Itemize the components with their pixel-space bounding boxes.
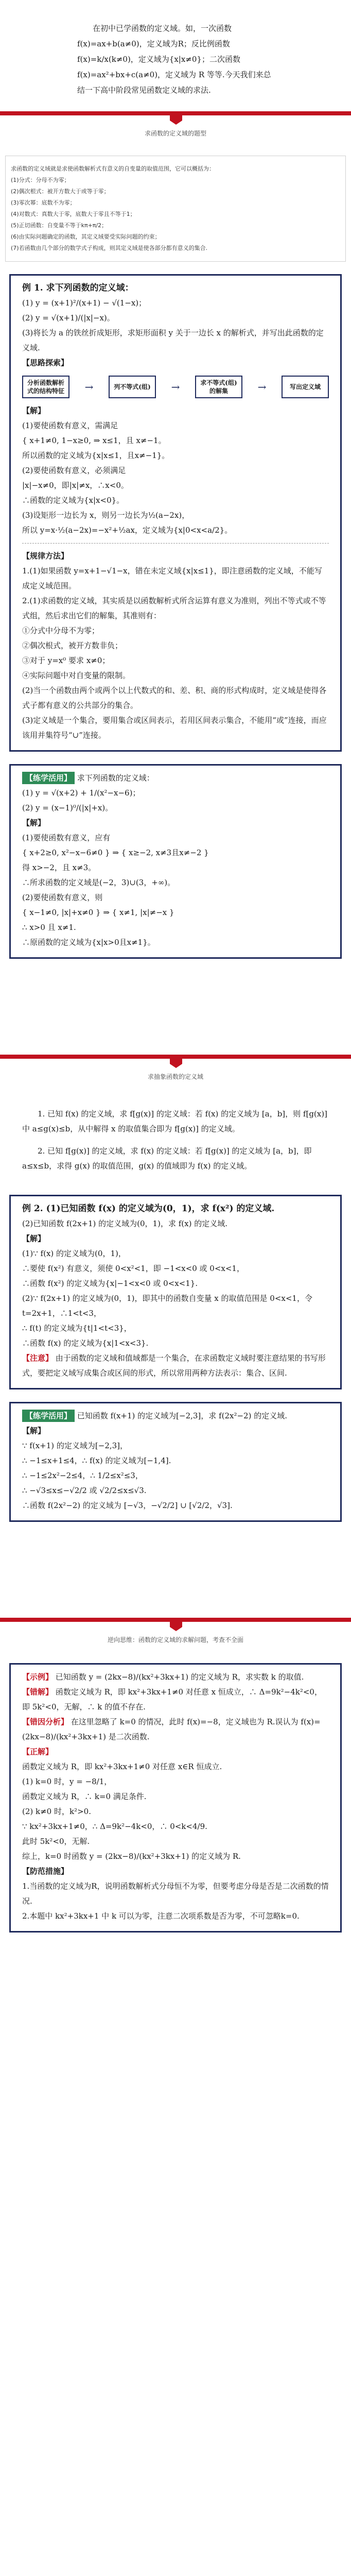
solution-tag: 【解】 [22, 406, 46, 415]
correct-line: 综上，k=0 时函数 y = (2kx−8)/(kx²+3kx+1) 的定义域为 R. [22, 1852, 241, 1861]
solution-line: (2)∵ f(2x+1) 的定义域为(0，1)，即其中的函数自变量 x 的取值范围是 0<x<1，令 t=2x+1，∴1<t<3， [22, 1294, 312, 1318]
solution-line: (2)要使函数有意义，则 [22, 893, 103, 902]
solution-line: (1)要使函数有意义，应有 [22, 833, 111, 842]
practice-1-box [9, 764, 342, 959]
arrow-right-icon: → [257, 380, 267, 393]
method-line: ①分式中分母不为零； [22, 626, 100, 635]
method-line: 2.(1)求函数的定义域，其实质是以函数解析式所含运算有意义为准则，列出不等式或不等式组，然后求出它们的解集，其准则有： [22, 596, 326, 620]
error-tag: 【错解】 [22, 1687, 54, 1697]
intro-paragraph: 在初中已学函数的定义域。如，一次函数f(x)=ax+b(a≠0)，定义域为R；反比例函数f(x)=k/x(k≠0)，定义域为{x|x≠0}；二次函数 f(x)=ax²+bx+c(a≠0)，定义域为 R 等等.今天我们来总结一下高中阶段常见函数定义域的求法. [77, 24, 271, 95]
flow-step: 分析函数解析式的结构特征 [22, 376, 69, 398]
banner-marker-icon [170, 1055, 182, 1064]
solution-tag: 【解】 [22, 818, 46, 827]
practice-2-box [9, 1402, 342, 1522]
abstract-paragraph: 1. 已知 f(x) 的定义域，求 f[g(x)] 的定义域：若 f(x) 的定义域为 [a，b]，则 f[g(x)] 中 a≤g(x)≤b，从中解得 x 的取值集合即为 f[g(x)] 的定义域。 [22, 1109, 327, 1133]
method-line: ②偶次根式，被开方数非负； [22, 641, 123, 650]
practice-heading: 求下列函数的定义域： [77, 773, 154, 783]
solution-line: { x+2≥0, x²−x−6≠0 } ⇒ { x≥−2, x≠3且x≠−2 } [22, 848, 209, 857]
solution-line: ∴ f(t) 的定义域为{t|1<t<3}， [22, 1324, 132, 1333]
tip-line: 2.本题中 kx²+3kx+1 中 k 可以为零，注意二次项系数是否为零，不可忽略k=0. [22, 1911, 300, 1921]
example-tag: 【示例】 [22, 1672, 54, 1682]
notice-line: (1)分式：分母不为零； [11, 177, 70, 183]
banner-title: 求函数的定义域的题型 [144, 130, 206, 137]
banner-title: 逆向思维：函数的定义域的求解问题，考查不全面 [107, 1636, 243, 1643]
tips-tag: 【防范措施】 [22, 1867, 69, 1876]
notice-line: (6)由实际问题确定的函数，其定义域要受实际问题的约束； [11, 233, 161, 240]
practice-heading: 已知函数 f(x+1) 的定义域为[−2,3]，求 f(2x²−2) 的定义域. [77, 1411, 287, 1420]
solution-line: ∴所求函数的定义域是(−2，3)∪(3，+∞)。 [22, 878, 176, 887]
section-banner [0, 1618, 351, 1651]
correct-line: 此时 5k²<0，无解. [22, 1837, 90, 1846]
solution-line: |x|−x≠0，即|x|≠x，∴x<0。 [22, 481, 129, 490]
solution-line: 得 x>−2，且 x≠3。 [22, 863, 96, 872]
solution-line: ∴ −√3≤x≤−√2/2 或 √2/2≤x≤√3. [22, 1486, 147, 1495]
method-line: 1.(1)如果函数 y=x+1−√1−x，错在未定义域{x|x≤1}，即注意函数的定义域，不能写成定义域范围。 [22, 566, 322, 590]
solution-line: ∴函数的定义域为{x|x<0}。 [22, 496, 125, 505]
solution-line: 所以 y=x·½(a−2x)=−x²+½ax，定义域为{x|0<x<a/2}。 [22, 526, 233, 535]
correct-line: 函数定义域为 R，即 kx²+3kx+1≠0 对任意 x∈R 恒成立. [22, 1762, 222, 1771]
banner-marker-icon [170, 1618, 182, 1627]
example-heading: 例 1. 求下列函数的定义域： [22, 283, 134, 293]
error-text: 函数定义域为 R，即 kx²+3kx+1≠0 对任意 x 恒成立，∴ Δ=9k²−4k²<0，即 5k²<0，无解，∴ k 的值不存在. [22, 1687, 322, 1711]
section-banner [0, 111, 351, 144]
example-2-box [9, 1195, 342, 1389]
practice-item: (1) y = √(x+2) + 1/(x²−x−6)； [22, 788, 141, 798]
note-text: 由于函数的定义域和值域都是一个集合，在求函数定义域时要注意结果的书写形式，要把定义域写成集合或区间的形式，所以常用两种方法表示：集合、区间. [22, 1353, 326, 1378]
practice-tag: 【练学活用】 [22, 772, 75, 784]
practice-tag: 【练学活用】 [22, 1410, 75, 1422]
solution-line: ∴ −1≤2x²−2≤4，∴ 1/2≤x²≤3， [22, 1471, 143, 1480]
example-item: (2) y = √(x+1)/(|x|−x)。 [22, 313, 115, 323]
example-heading: 已知函数 y = (2kx−8)/(kx²+3kx+1) 的定义域为 R，求实数 k 的取值. [55, 1672, 304, 1682]
banner-title: 求抽象函数的定义域 [147, 1073, 203, 1080]
notice-line: (2)偶次根式：被开方数大于或等于零； [11, 188, 110, 195]
example-item: (3)将长为 a 的铁丝折成矩形，求矩形面积 y 关于一边长 x 的解析式，并写出此函数的定义域. [22, 328, 324, 352]
rules-notice [5, 156, 346, 262]
practice-item: (2) y = (x−1)⁰/(|x|+x)。 [22, 803, 113, 812]
divider [22, 543, 329, 544]
arrow-right-icon: → [84, 380, 94, 393]
example-item: (1) y = (x+1)²/(x+1) − √(1−x)； [22, 298, 147, 308]
example-item: (2)已知函数 f(2x+1) 的定义域为(0，1)，求 f(x) 的定义域. [22, 1219, 227, 1228]
solution-line: { x+1≠0, 1−x≥0, ⇒ x≤1，且 x≠−1。 [22, 436, 166, 445]
arrow-right-icon: → [171, 380, 180, 393]
solution-line: ∴函数 f(x) 的定义域为{x|1<x<3}. [22, 1338, 149, 1348]
banner-marker-icon [170, 111, 182, 121]
correct-line: (1) k=0 时，y = −8/1， [22, 1777, 112, 1786]
solution-line: ∴ −1≤x+1≤4，∴ f(x) 的定义域为[−1,4]. [22, 1456, 171, 1465]
solution-line: (1)∵ f(x) 的定义域为(0，1)， [22, 1249, 126, 1258]
solution-line: ∴函数 f(x²) 的定义域为{x|−1<x<0 或 0<x<1}. [22, 1279, 198, 1288]
notice-line: (5)正切函数：自变量不等于kπ+π/2； [11, 222, 108, 229]
notice-line: 求函数的定义域就是求使函数解析式有意义的自变量的取值范围，它可以概括为： [11, 165, 215, 172]
solution-line: ∴ x>0 且 x≠1. [22, 923, 76, 932]
correct-tag: 【正解】 [22, 1747, 54, 1756]
example-1-box [9, 274, 342, 752]
solution-line: (1)要使函数有意义，需满足 [22, 421, 118, 430]
notice-line: (3)零次幂：底数不为零； [11, 199, 76, 206]
solution-line: ∵ f(x+1) 的定义域为[−2,3]， [22, 1441, 128, 1450]
abstract-paragraph: 2. 已知 f[g(x)] 的定义域，求 f(x) 的定义域：若 f[g(x)] 的定义域为 [a，b]，即 a≤x≤b，求得 g(x) 的取值范围，g(x) 的值域即为 f(x) 的定义域。 [22, 1146, 312, 1171]
flow-chart [22, 376, 329, 398]
notice-line: (4)对数式：真数大于零，底数大于零且不等于1； [11, 211, 136, 217]
section-banner [0, 1055, 351, 1088]
solution-line: (2)要使函数有意义，必须满足 [22, 466, 126, 475]
method-line: ④实际问题中对自变量的限制。 [22, 671, 131, 680]
correct-line: (2) k≠0 时，k²>0. [22, 1807, 91, 1816]
solution-line: (3)设矩形一边长为 x，则另一边长为½(a−2x)， [22, 511, 190, 520]
solution-line: { x−1≠0, |x|+x≠0 } ⇒ { x≠1, |x|≠−x } [22, 908, 174, 917]
example-3-box [9, 1663, 342, 1933]
solution-line: ∴要使 f(x²) 有意义，须使 0<x²<1，即 −1<x<0 或 0<x<1， [22, 1264, 244, 1273]
correct-line: ∵ kx²+3kx+1≠0，∴ Δ=9k²−4k<0，∴ 0<k<4/9. [22, 1822, 207, 1831]
correct-line: 函数定义域为 R，∴ k=0 满足条件. [22, 1792, 147, 1801]
cause-text: 在这里忽略了 k=0 的情况，此时 f(x)=−8，定义域也为 R.误认为 f(x)=(2kx−8)/(kx²+3kx+1) 是二次函数. [22, 1717, 321, 1741]
example-heading: 例 2. (1)已知函数 f(x) 的定义域为(0，1)，求 f(x²) 的定义域. [22, 1204, 275, 1214]
note-tag: 【注意】 [22, 1353, 54, 1363]
flow-step: 列不等式(组) [109, 376, 156, 398]
tip-line: 1.当函数的定义域为R，说明函数解析式分母恒不为零，但要考虑分母是否是二次函数的情况. [22, 1882, 329, 1906]
solution-line: ∴原函数的定义域为{x|x>0且x≠1}。 [22, 938, 155, 947]
cause-tag: 【错因分析】 [22, 1717, 69, 1726]
solution-tag: 【解】 [22, 1234, 46, 1243]
solution-tag: 【解】 [22, 1426, 46, 1435]
method-line: ③对于 y=x⁰ 要求 x≠0； [22, 656, 110, 665]
method-tag: 【规律方法】 [22, 551, 69, 561]
method-line: (2)当一个函数由两个或两个以上代数式的和、差、积、商的形式构成时，定义域是使得各式子都有意义的公共部分的集合。 [22, 686, 327, 710]
abstract-intro [9, 1100, 342, 1182]
notice-line: (7)若函数由几个部分的数学式子构成，则其定义域是使各部分都有意义的集合. [11, 245, 208, 251]
flow-step: 求不等式(组)的解集 [195, 376, 242, 398]
spacer [0, 1522, 351, 1615]
method-line: (3)定义域是一个集合，要用集合或区间表示，若用区间表示集合，不能用“或”连接，而应该用并集符号“∪”连接。 [22, 716, 327, 740]
spacer [0, 959, 351, 1052]
solution-line: ∴函数 f(2x²−2) 的定义域为 [−√3，−√2/2] ∪ [√2/2，√3]. [22, 1501, 233, 1510]
bottom-spacer [0, 1933, 351, 1953]
solution-line: 所以函数的定义域为{x|x≤1，且x≠−1}。 [22, 451, 170, 460]
flow-step: 写出定义域 [282, 376, 329, 398]
idea-tag: 【思路探索】 [22, 358, 69, 367]
intro-section [0, 0, 351, 108]
